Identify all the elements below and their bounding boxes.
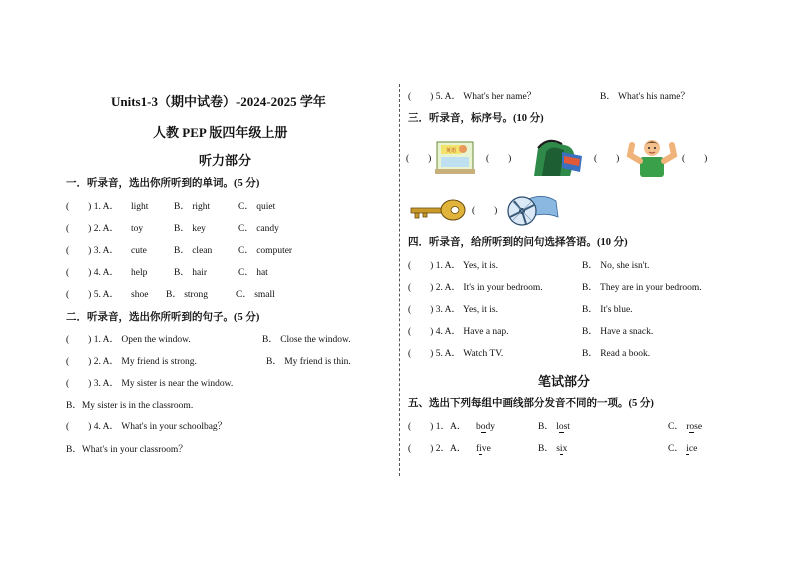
part5-row2-option-a: five	[476, 444, 491, 454]
part1-row-b: B． clean	[174, 246, 213, 256]
part5-row2-num: ( ) 2．A．	[408, 444, 467, 454]
part1-row-c: C． small	[236, 290, 275, 300]
part4-row-b: B． They are in your bedroom.	[582, 283, 702, 293]
part2-row5-b: B． What's his name？	[600, 92, 690, 102]
part5-row1-option-c: C． rose	[668, 422, 703, 432]
part4-row-b: B． Have a snack.	[582, 327, 654, 337]
part1-row-num: ( ) 4. A．	[66, 268, 120, 278]
part1-row-b: B． key	[174, 224, 206, 234]
part1-row-c: C． computer	[238, 246, 293, 256]
part3-paren: ( )	[594, 154, 620, 164]
fan-icon	[504, 193, 560, 232]
part2-row1-a: ( ) 1. A． Open the window.	[66, 335, 191, 345]
part2-row3-b: B．My sister is in the classroom.	[66, 401, 194, 411]
part4-heading: 四．听录音，给所听到的问句选择答语。(10 分)	[408, 237, 628, 248]
part3-paren: ( )	[406, 154, 432, 164]
section-listening: 听力部分	[199, 153, 252, 168]
part5-heading: 五、选出下列每组中画线部分发音不同的一项。(5 分)	[408, 398, 654, 409]
part4-row-a: ( ) 2. A． It's in your bedroom.	[408, 283, 543, 293]
part2-row4-a: ( ) 4. A． What's in your schoolbag？	[66, 422, 228, 432]
part2-row5-a: ( ) 5. A． What's her name？	[408, 92, 537, 102]
strong-boy-icon	[626, 137, 678, 184]
section-written: 笔试部分	[538, 374, 591, 389]
part1-row-b: B． hair	[174, 268, 207, 278]
part2-row4-b: B．What's in your classroom？	[66, 445, 188, 455]
part5-row2-option-b: B． six	[538, 444, 568, 454]
part1-row-b: B． right	[174, 202, 211, 212]
part1-row-c: C． quiet	[238, 202, 276, 212]
part3-paren: ( )	[486, 154, 512, 164]
part2-row1-b: B． Close the window.	[262, 335, 351, 345]
part3-heading: 三．听录音，标序号。(10 分)	[408, 113, 544, 124]
part1-row-a: shoe	[131, 290, 149, 300]
part1-heading: 一．听录音，选出你所听到的单词。(5 分)	[66, 178, 260, 189]
key-icon	[407, 197, 467, 228]
part1-row-c: C． candy	[238, 224, 279, 234]
part1-row-a: help	[131, 268, 148, 278]
part4-row-a: ( ) 4. A． Have a nap.	[408, 327, 509, 337]
part5-row1-option-b: B． lost	[538, 422, 570, 432]
part5-row1-num: ( ) 1．A．	[408, 422, 467, 432]
svg-text:英语: 英语	[445, 148, 457, 154]
part2-row2-a: ( ) 2. A． My friend is strong.	[66, 357, 197, 367]
part4-row-b: B． No, she isn't.	[582, 261, 650, 271]
part4-row-b: B． Read a book.	[582, 349, 651, 359]
part1-row-num: ( ) 2. A．	[66, 224, 120, 234]
part1-row-a: cute	[131, 246, 147, 256]
part2-row2-b: B． My friend is thin.	[266, 357, 351, 367]
part2-row3-a: ( ) 3. A． My sister is near the window.	[66, 379, 234, 389]
part5-row1-option-a: body	[476, 422, 495, 432]
part4-row-a: ( ) 1. A． Yes, it is.	[408, 261, 498, 271]
part4-row-b: B． It's blue.	[582, 305, 633, 315]
part1-row-num: ( ) 1. A．	[66, 202, 120, 212]
part1-row-num: ( ) 5. A．	[66, 290, 120, 300]
part3-paren: ( )	[472, 206, 498, 216]
book-icon	[433, 140, 478, 181]
part1-row-num: ( ) 3. A．	[66, 246, 120, 256]
part2-heading: 二．听录音，选出你所听到的句子。(5 分)	[66, 312, 260, 323]
part1-row-c: C． hat	[238, 268, 268, 278]
part1-row-a: light	[131, 202, 149, 212]
page-subtitle: 人教 PEP 版四年级上册	[153, 125, 288, 140]
part3-paren: ( )	[682, 154, 708, 164]
part4-row-a: ( ) 5. A． Watch TV.	[408, 349, 504, 359]
page-title: Units1-3（期中试卷）-2024-2025 学年	[111, 94, 326, 109]
schoolbag-icon	[528, 138, 584, 185]
column-divider	[399, 84, 400, 476]
part4-row-a: ( ) 3. A． Yes, it is.	[408, 305, 498, 315]
part5-row2-option-c: C． ice	[668, 444, 698, 454]
part1-row-a: toy	[131, 224, 144, 234]
part1-row-b: B． strong	[166, 290, 208, 300]
